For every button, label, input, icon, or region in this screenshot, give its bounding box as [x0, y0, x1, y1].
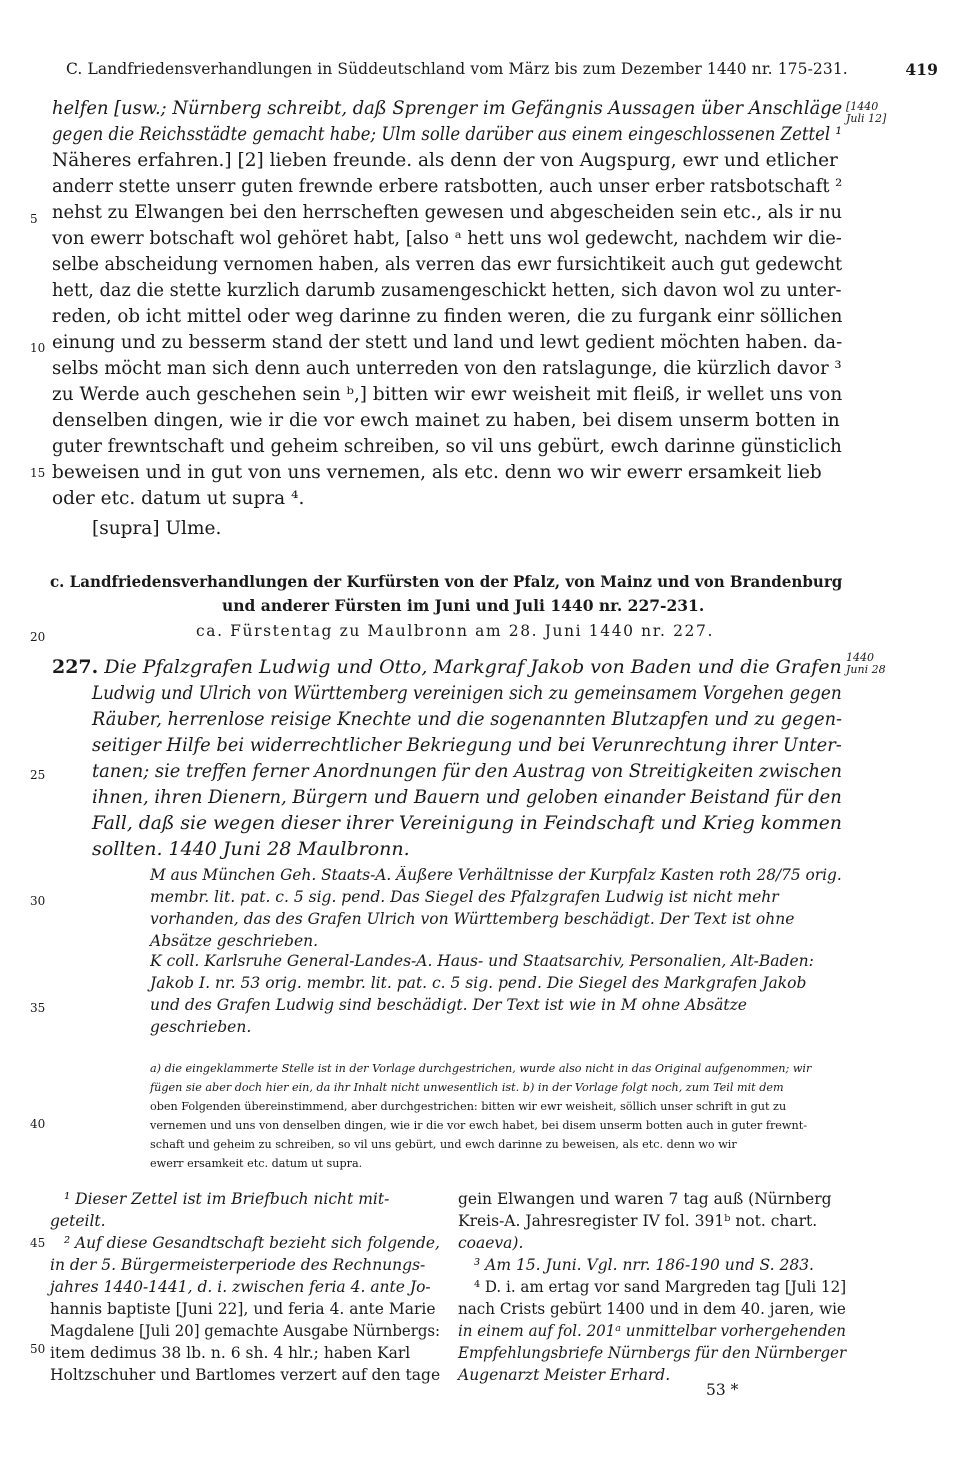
section-heading: c. Landfriedensverhandlungen der Kurfürsten von der Pfalz, von Mainz und von Brandenburg	[50, 572, 843, 591]
letter-line: beweisen und in gut von uns vernemen, als etc. denn wo wir ewerr ersamkeit lieb	[52, 462, 822, 483]
regest-line: Fall, daß sie wegen dieser ihrer Vereinigung in Feindschaft und Krieg kommen	[92, 812, 842, 834]
apparatus-line: fügen sie aber doch hier ein, da ihr Inhalt nicht unwesentlich ist. b) in der Vorlage folgt noch, zum Teil mit dem	[150, 1081, 784, 1094]
footnote-line: geteilt.	[50, 1212, 106, 1230]
line-number: 20	[30, 630, 46, 644]
line-number: 5	[30, 212, 38, 226]
footnote-line: jahres 1440-1441, d. i. zwischen feria 4. ante Jo-	[50, 1278, 431, 1296]
source-line: geschrieben.	[150, 1018, 252, 1036]
regest-line: Ludwig und Ulrich von Württemberg vereinigen sich zu gemeinsamem Vorgehen gegen	[92, 682, 842, 704]
line-number: 45	[30, 1236, 46, 1250]
letter-line: denselben dingen, wie ir die vor ewch mainet zu haben, bei disem unserm botten in	[52, 410, 840, 431]
footnote-line: Empfehlungsbriefe Nürnbergs für den Nürnberger	[458, 1344, 847, 1362]
section-subheading: ca. Fürstentag zu Maulbronn am 28. Juni 1440 nr. 227.	[196, 622, 714, 640]
line-number: 40	[30, 1117, 46, 1131]
line-number: 30	[30, 894, 46, 908]
apparatus-line: a) die eingeklammerte Stelle ist in der Vorlage durchgestrichen, wurde also nicht in das Original aufgenommen; wir	[150, 1062, 812, 1075]
letter-line: reden, ob icht mittel oder weg darinne zu finden weren, die zu furgank einr söllichen	[52, 306, 843, 327]
letter-line: helfen [usw.; Nürnberg schreibt, daß Sprenger im Gefängnis Aussagen über Anschläge	[52, 98, 843, 119]
margin-date-regest-day: Juni 28	[846, 662, 886, 676]
footnote-line: Kreis-A. Jahresregister IV fol. 391ᵇ not. chart.	[458, 1212, 818, 1230]
regest-line: ihnen, ihren Dienern, Bürgern und Bauern und geloben einander Beistand für den	[92, 786, 842, 808]
source-line: M aus München Geh. Staats-A. Äußere Verhältnisse der Kurpfalz Kasten roth 28/75 orig.	[150, 866, 842, 884]
running-title: C. Landfriedensverhandlungen in Süddeutschland vom März bis zum Dezember 1440 nr. 175-231.	[66, 60, 848, 78]
source-line: und des Grafen Ludwig sind beschädigt. Der Text ist wie in M ohne Absätze	[150, 996, 747, 1014]
letter-line: selbs möcht man sich denn auch unterreden von den ratslagunge, die kürzlich davor ³	[52, 358, 842, 379]
line-number: 50	[30, 1342, 46, 1356]
footnote-line: ² Auf diese Gesandtschaft bezieht sich folgende,	[64, 1234, 440, 1252]
footnote-line: gein Elwangen und waren 7 tag auß (Nürnberg	[458, 1190, 832, 1208]
footnote-line: ¹ Dieser Zettel ist im Briefbuch nicht mit-	[64, 1190, 390, 1208]
footnote-line: ⁴ D. i. am ertag vor sand Margreden tag [Juli 12]	[474, 1278, 847, 1296]
apparatus-line: oben Folgenden übereinstimmend, aber durchgestrichen: bitten wir ewr weisheit, söllich unser schrift in gut zu	[150, 1100, 787, 1113]
letter-line: selbe abscheidung vernomen haben, als verren das ewr fursichtikeit auch gut gedewcht	[52, 254, 843, 275]
footnote-line: in einem auf fol. 201ᵃ unmittelbar vorhergehenden	[458, 1322, 846, 1340]
line-number: 10	[30, 341, 46, 355]
source-line: vorhanden, das des Grafen Ulrich von Württemberg beschädigt. Der Text ist ohne	[150, 910, 795, 928]
letter-line: Näheres erfahren.] [2] lieben freunde. als denn der von Augspurg, ewr und etlicher	[52, 150, 838, 171]
footnote-line: Holtzschuher und Bartlomes verzert auf den tage	[50, 1366, 441, 1384]
margin-date-regest	[846, 652, 886, 675]
letter-line: hett, daz die stette kurzlich darumb zusamengeschickt hetten, sich davon wol zu unter-	[52, 280, 842, 301]
source-line: membr. lit. pat. c. 5 sig. pend. Das Siegel des Pfalzgrafen Ludwig ist nicht mehr	[150, 888, 779, 906]
margin-date-top-day: Juli 12]	[846, 111, 887, 125]
margin-date-regest-year: 1440	[846, 651, 874, 664]
regest-line: sollten. 1440 Juni 28 Maulbronn.	[92, 838, 410, 860]
letter-closing: [supra] Ulme.	[92, 518, 222, 539]
regest-line-first	[52, 656, 842, 678]
regest-text: Die Pfalzgrafen Ludwig und Otto, Markgraf Jakob von Baden und die Grafen	[104, 656, 842, 678]
footnote-line: nach Crists gebürt 1400 und in dem 40. jaren, wie	[458, 1300, 846, 1318]
margin-date-top	[846, 101, 886, 124]
footnote-line: coaeva).	[458, 1234, 524, 1252]
apparatus-line: vernemen und uns von denselben dingen, wie ir die vor ewch habet, bei disem unserm botten auch in guter frewnt-	[150, 1119, 807, 1132]
footnote-line: hannis baptiste [Juni 22], und feria 4. ante Marie	[50, 1300, 436, 1318]
line-number: 25	[30, 768, 46, 782]
regest-number: 227.	[52, 656, 99, 678]
line-number: 15	[30, 466, 46, 480]
letter-line: von ewerr botschaft wol gehöret habt, [also ᵃ hett uns wol gedewcht, nachdem wir die-	[52, 228, 842, 249]
letter-line: oder etc. datum ut supra ⁴.	[52, 488, 305, 509]
regest-line: seitiger Hilfe bei widerrechtlicher Bekriegung und bei Verunrechtung ihrer Unter-	[92, 734, 842, 756]
line-number: 35	[30, 1001, 46, 1015]
footnote-line: item dedimus 38 lb. n. 6 sh. 4 hlr.; haben Karl	[50, 1344, 411, 1362]
letter-line: guter frewntschaft und geheim schreiben, so vil uns gebürt, ewch darinne günsticlich	[52, 436, 842, 457]
footnote-line: ³ Am 15. Juni. Vgl. nrr. 186-190 und S. 283.	[474, 1256, 814, 1274]
apparatus-line: ewerr ersamkeit etc. datum ut supra.	[150, 1157, 363, 1170]
footnote-line: Magdalene [Juli 20] gemachte Ausgabe Nürnbergs:	[50, 1322, 441, 1340]
source-line: K coll. Karlsruhe General-Landes-A. Haus- und Staatsarchiv, Personalien, Alt-Baden:	[150, 952, 814, 970]
footnote-line: Augenarzt Meister Erhard.	[458, 1366, 671, 1384]
apparatus-line: schaft und geheim zu schreiben, so vil uns gebürt, und ewch darinne zu beweisen, als etc. denn wo wir	[150, 1138, 737, 1151]
letter-line: einung und zu besserm stand der stett und land und lewt gedient möchten haben. da-	[52, 332, 843, 353]
section-heading-cont: und anderer Fürsten im Juni und Juli 1440 nr. 227-231.	[222, 596, 705, 615]
source-line: Jakob I. nr. 53 orig. membr. lit. pat. c. 5 sig. pend. Die Siegel des Markgrafen Jakob	[150, 974, 807, 992]
footnote-line: in der 5. Bürgermeisterperiode des Rechnungs-	[50, 1256, 426, 1274]
page-number: 419	[905, 60, 938, 79]
letter-line: nehst zu Elwangen bei den herrscheften gewesen und abgescheiden sein etc., als ir nu	[52, 202, 843, 223]
source-line: Absätze geschrieben.	[150, 932, 319, 950]
letter-line: zu Werde auch geschehen sein ᵇ,] bitten wir ewr weisheit mit fleiß, ir wellet uns von	[52, 384, 843, 405]
regest-line: tanen; sie treffen ferner Anordnungen für den Austrag von Streitigkeiten zwischen	[92, 760, 843, 782]
signature-mark: 53 *	[706, 1381, 739, 1399]
running-header	[66, 60, 938, 78]
letter-line: anderr stette unserr guten frewnde erbere ratsbotten, auch unser erber ratsbotschaft ²	[52, 176, 843, 197]
margin-date-top-year: [1440	[846, 100, 879, 113]
regest-line: Räuber, herrenlose reisige Knechte und die sogenannten Blutzapfen und zu gegen-	[92, 708, 843, 730]
letter-line: gegen die Reichsstädte gemacht habe; Ulm solle darüber aus einem eingeschlossenen Zettel ¹	[52, 124, 843, 145]
